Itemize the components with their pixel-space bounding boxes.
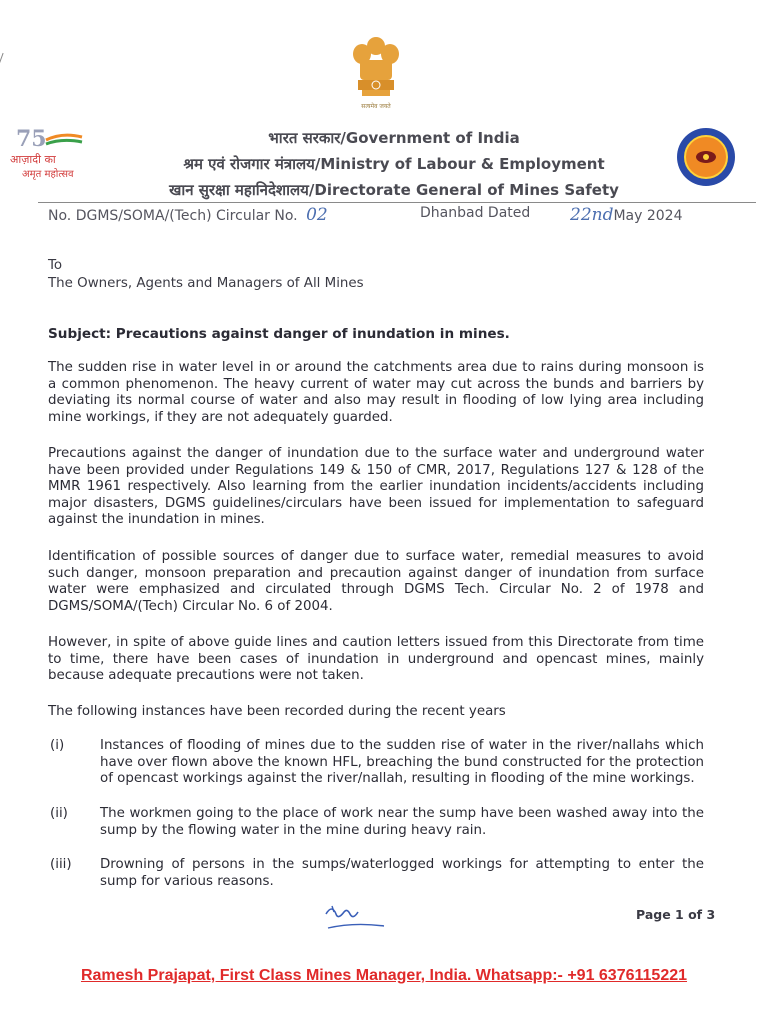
azadi-75-mark: 75 (16, 126, 47, 152)
initials-signature (318, 900, 388, 940)
paragraph-2: Precautions against the danger of inundation due to the surface water and underground water have been provided under Regulations 149 & 150 of CMR, 2017, Regulations 127 & 128 of the MMR 1961 respectively. Also learning from the earlier inundation incidents/accidents including major disasters, DGMS guidelines/circulars have been issued for implementation to safeguard against the inundation in mines. (48, 446, 704, 527)
list-item: The workmen going to the place of work near the sump have been washed away into the sump by the flowing water in the mine during heavy rain. (100, 806, 704, 838)
emblem-caption: सत्यमेव जयते (361, 103, 391, 110)
footer-credit: Ramesh Prajapat, First Class Mines Manager, India. Whatsapp:- +91 6376115221 (80, 967, 688, 984)
paragraph-3: Identification of possible sources of danger due to surface water, remedial measures to avoid such danger, monsoon preparation and precaution against danger of inundation from surface water were emphasized and circulated through DGMS Tech. Circular No. 2 of 1978 and DGMS/SOMA/(Tech) Circular No. 6 of 2004. (48, 549, 704, 614)
recipients: The Owners, Agents and Managers of All Mines (48, 276, 364, 291)
circular-reference (48, 205, 328, 225)
pen-mark (0, 53, 11, 69)
paragraph-5: The following instances have been recorded during the recent years (48, 704, 506, 719)
paragraph-4: However, in spite of above guide lines and caution letters issued from this Directorate from time to time, there have been cases of inundation in underground and opencast mines, mainly because adequate precautions were not taken. (48, 635, 704, 683)
circular-prefix: No. DGMS/SOMA/(Tech) Circular No. (48, 208, 298, 224)
date (570, 205, 683, 225)
subject-text: : Precautions against danger of inundation in mines. (105, 326, 510, 342)
paragraph-1: The sudden rise in water level in or around the catchments area due to rains during monsoon is a common phenomenon. The heavy current of water may cut across the bunds and barriers by deviating its normal course of water and also may result in flooding of low lying area including mine workings, if they are not adequately guarded. (48, 360, 704, 425)
list-item: Instances of flooding of mines due to the sudden rise of water in the river/nallahs which have over flown above the known HFL, breaching the bund constructed for the protection of opencast workings against the river/nallah, resulting in flooding of the mine workings. (100, 738, 704, 786)
header-directorate: खान सुरक्षा महानिदेशालय/Directorate General of Mines Safety (169, 181, 619, 199)
list-item: Drowning of persons in the sumps/waterlogged workings for attempting to enter the sump for various reasons. (100, 857, 704, 889)
header-divider (38, 202, 756, 203)
subject-label: Subject (48, 326, 106, 342)
subject-line (48, 326, 510, 342)
to-label: To (48, 258, 63, 273)
date-day-handwritten: 22nd (570, 205, 614, 225)
circular-number-handwritten: 02 (306, 205, 328, 225)
list-item-number: (ii) (50, 806, 68, 821)
date-month-year: May 2024 (613, 208, 683, 224)
place-dated: Dhanbad Dated (420, 205, 531, 221)
header-ministry: श्रम एवं रोजगार मंत्रालय/Ministry of Labour & Employment (183, 155, 605, 173)
azadi-text-line1: आज़ादी का (10, 153, 56, 166)
list-item-number: (iii) (50, 857, 72, 872)
national-emblem-icon (340, 32, 412, 112)
page-number: Page 1 of 3 (636, 907, 716, 922)
header-government: भारत सरकार/Government of India (268, 129, 520, 147)
list-item-number: (i) (50, 738, 65, 753)
azadi-text-line2: अमृत महोत्सव (22, 169, 74, 180)
